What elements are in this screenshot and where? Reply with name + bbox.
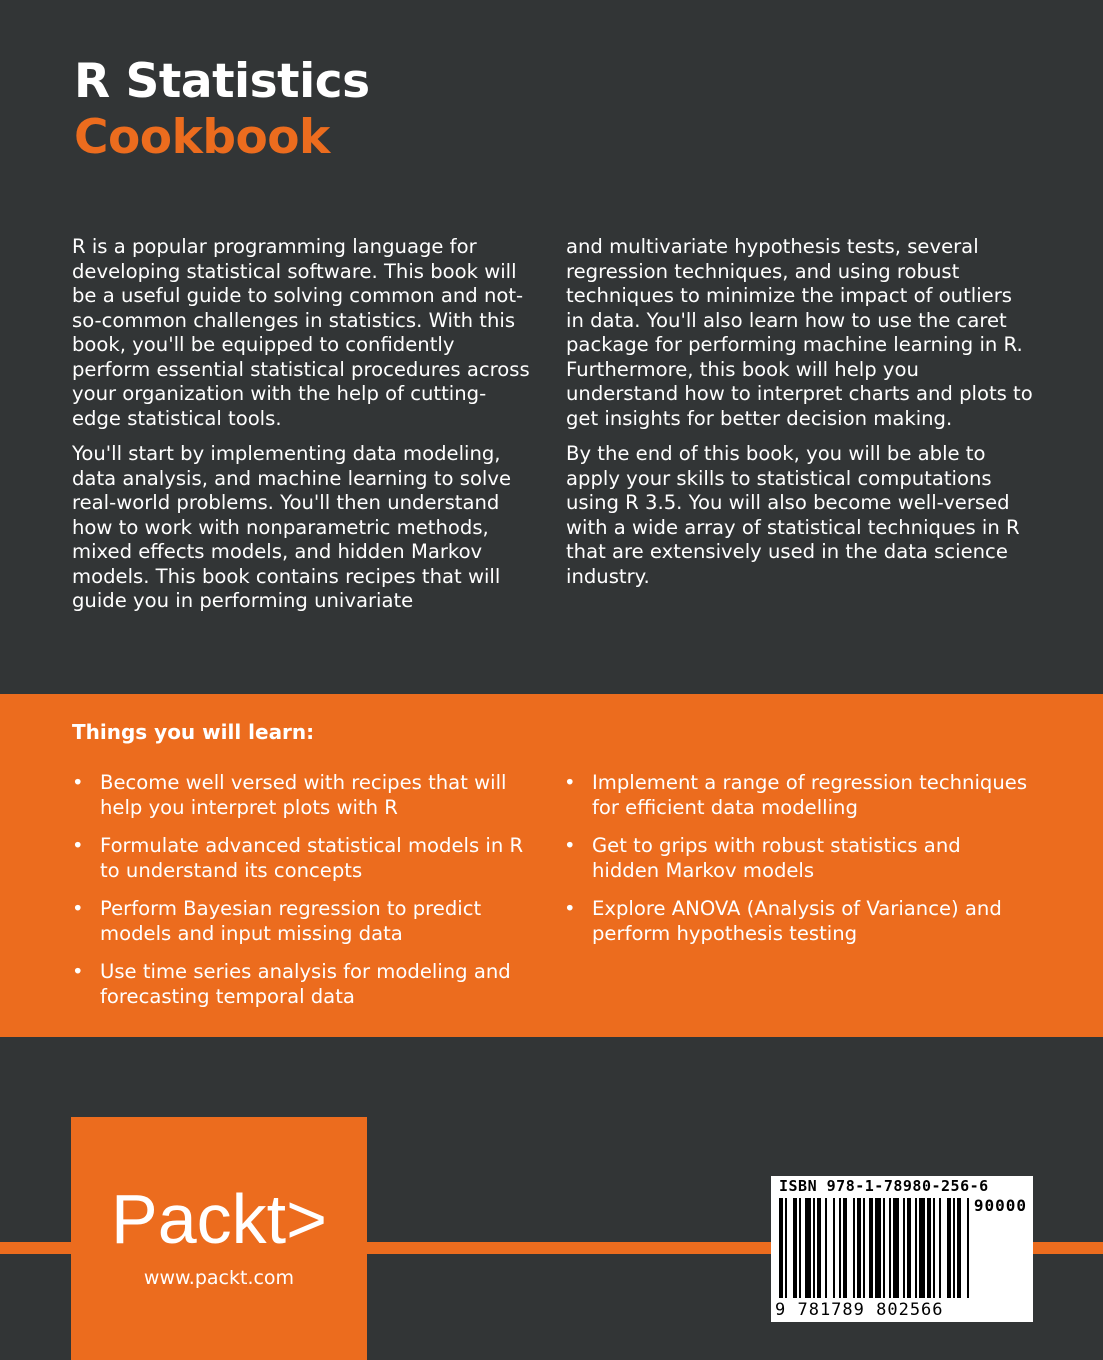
bullet-icon: • [564, 771, 576, 794]
learn-list-right [564, 771, 1034, 960]
barcode-bar [933, 1198, 935, 1298]
learn-item [564, 897, 1034, 946]
learn-item-text: Get to grips with robust statistics and hidden Markov models [592, 834, 961, 882]
isbn-text: ISBN 978-1-78980-256-6 [779, 1177, 989, 1195]
publisher-url: www.packt.com [143, 1267, 295, 1289]
bullet-icon: • [564, 834, 576, 857]
barcode-bar [889, 1198, 891, 1298]
barcode-bar [967, 1198, 969, 1298]
learn-heading: Things you will learn: [72, 720, 315, 744]
learn-item [72, 771, 532, 820]
description-right-column [566, 235, 1036, 600]
learn-item [72, 897, 532, 946]
learn-item-text: Use time series analysis for modeling and forecasting temporal data [100, 960, 511, 1008]
learn-list-left [72, 771, 532, 1023]
barcode-bar [915, 1198, 917, 1298]
barcode-bar [853, 1198, 855, 1298]
barcode-bar [779, 1198, 783, 1298]
barcode-bar [883, 1198, 885, 1298]
title-line-2: Cookbook [74, 110, 330, 165]
price-addon-code: 90000 [973, 1196, 1027, 1215]
barcode-bar [817, 1198, 821, 1298]
learn-item-text: Formulate advanced statistical models in R to understand its concepts [100, 834, 524, 882]
barcode-bar [903, 1198, 905, 1298]
description-left-column [72, 235, 532, 625]
description-paragraph: By the end of this book, you will be able to apply your skills to statistical computations using R 3.5. You will also become well-versed with a wide array of statistical techniques in R that are extensively used in the data science industry. [566, 442, 1020, 588]
barcode-bar [825, 1198, 827, 1298]
description-paragraph: and multivariate hypothesis tests, several regression techniques, and using robust techniques to minimize the impact of outliers in data. You'll also learn how to use the caret package for performing machine learning in R. Furthermore, this book will help you understand how to interpret charts and plots to get insights for better decision making. [566, 235, 1033, 430]
learn-item-text: Perform Bayesian regression to predict models and input missing data [100, 897, 482, 945]
barcode-bar [785, 1198, 787, 1298]
learn-item-text: Become well versed with recipes that will help you interpret plots with R [100, 771, 507, 819]
barcode-bar [839, 1198, 841, 1298]
barcode-bar [805, 1198, 811, 1298]
barcode-bar [869, 1198, 873, 1298]
bullet-icon: • [72, 834, 84, 857]
isbn-barcode [771, 1176, 1033, 1322]
packt-logo: Packt> [111, 1180, 327, 1258]
learn-item [72, 960, 532, 1009]
barcode-bar [833, 1198, 835, 1298]
barcode-bar [927, 1198, 931, 1298]
barcode-bar [875, 1198, 881, 1298]
barcode-bar [793, 1198, 797, 1298]
barcode-bar [907, 1198, 911, 1298]
barcode-bar [813, 1198, 815, 1298]
description-paragraph: You'll start by implementing data modeling, data analysis, and machine learning to solve real-world problems. You'll then understand how to work with nonparametric methods, mixed effects models, and hidden Markov models. This book contains recipes that will guide you in performing univariate [72, 442, 512, 612]
barcode-bar [799, 1198, 801, 1298]
barcode-bar [939, 1198, 941, 1298]
publisher-logo-box [71, 1117, 367, 1360]
learn-item-text: Explore ANOVA (Analysis of Variance) and perform hypothesis testing [592, 897, 1002, 945]
barcode-bar [919, 1198, 925, 1298]
learn-item [564, 834, 1034, 883]
barcode-bar [893, 1198, 899, 1298]
learn-item [564, 771, 1034, 820]
barcode-bar [957, 1198, 961, 1298]
barcode-bar [863, 1198, 865, 1298]
bullet-icon: • [72, 771, 84, 794]
description-paragraph: R is a popular programming language for developing statistical software. This book will be a useful guide to solving common and not-so-common challenges in statistics. With this book, you'll be equipped to confidently perform essential statistical procedures across your organization with the help of cutting-edge statistical tools. [72, 235, 530, 430]
bullet-icon: • [72, 897, 84, 920]
barcode-bar [947, 1198, 951, 1298]
bullet-icon: • [564, 897, 576, 920]
barcode-bar [857, 1198, 861, 1298]
barcode-bar [953, 1198, 955, 1298]
bullet-icon: • [72, 960, 84, 983]
learn-item [72, 834, 532, 883]
book-title [74, 54, 370, 166]
title-line-1: R Statistics [74, 54, 370, 109]
ean-number: 9 781789 802566 [775, 1300, 944, 1320]
barcode-bars [779, 1198, 1025, 1298]
learn-item-text: Implement a range of regression techniques for efficient data modelling [592, 771, 1028, 819]
barcode-bar [843, 1198, 847, 1298]
